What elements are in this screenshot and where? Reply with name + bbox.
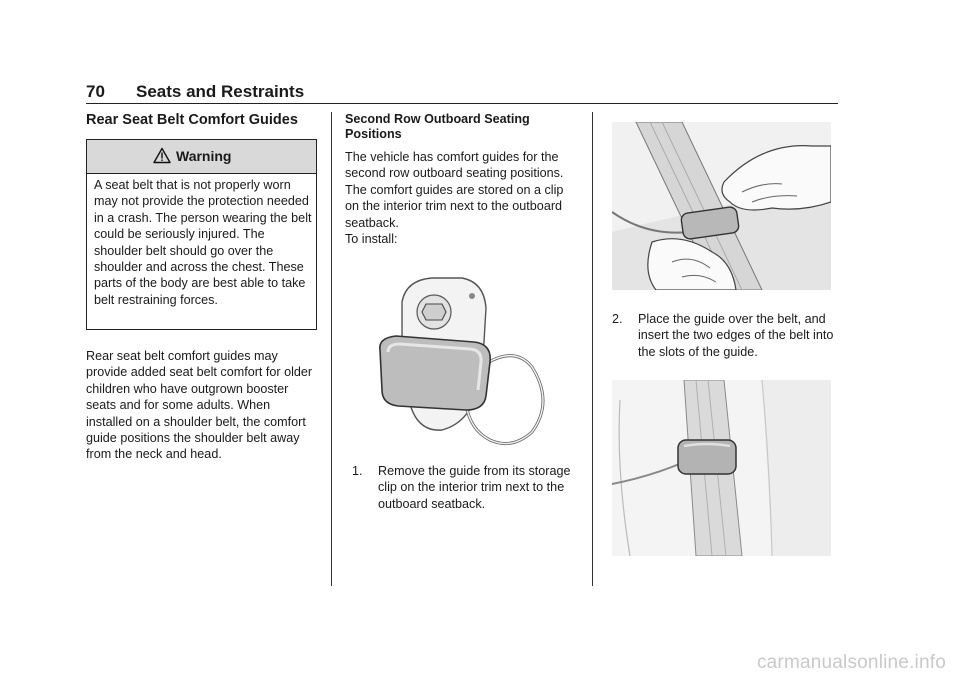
page-number: 70 [86,82,105,101]
warning-box [86,139,317,330]
step-2-number: 2. [612,312,623,326]
subheading: Second Row Outboard Seating Positions [345,112,530,141]
column-divider-right [592,112,593,586]
warning-text: A seat belt that is not properly worn may not provide the protection needed in a crash. The person wearing the belt could be seriously injured. The shoulder belt should go over the shoulder and across the chest. These parts of the body are best able to take belt restraining forces. [94,178,312,307]
step-2-text: Place the guide over the belt, and insert the two edges of the belt into the slots of the guide. [638,312,834,359]
step-2 [612,311,836,360]
intro-paragraph: Rear seat belt comfort guides may provide added seat belt comfort for older children who have outgrown booster seats and for some adults. When installed on a shoulder belt, the comfort guide positions the shoulder belt away from the neck and head. [86,349,313,462]
section-heading: Rear Seat Belt Comfort Guides [86,112,298,128]
watermark: carmanualsonline.info [756,652,946,673]
step-1-text: Remove the guide from its storage clip on the interior trim next to the outboard seatback. [378,464,571,511]
warning-header [87,140,316,174]
warning-label: Warning [176,148,232,164]
to-install-label: To install: [345,232,398,246]
guide-placement-illustration [612,122,831,290]
warning-triangle-icon [153,147,171,164]
header-divider [86,103,838,104]
comfort-guide-illustration [362,272,577,457]
guide-installed-illustration [612,380,831,556]
step-1 [352,463,578,512]
column-divider-left [331,112,332,586]
section-title-header: Seats and Restraints [136,82,305,101]
step-1-number: 1. [352,464,363,478]
storage-paragraph: The vehicle has comfort guides for the second row outboard seating positions. The comfort guides are stored on a clip on the interior trim next to the outboard seatback. [345,150,564,230]
